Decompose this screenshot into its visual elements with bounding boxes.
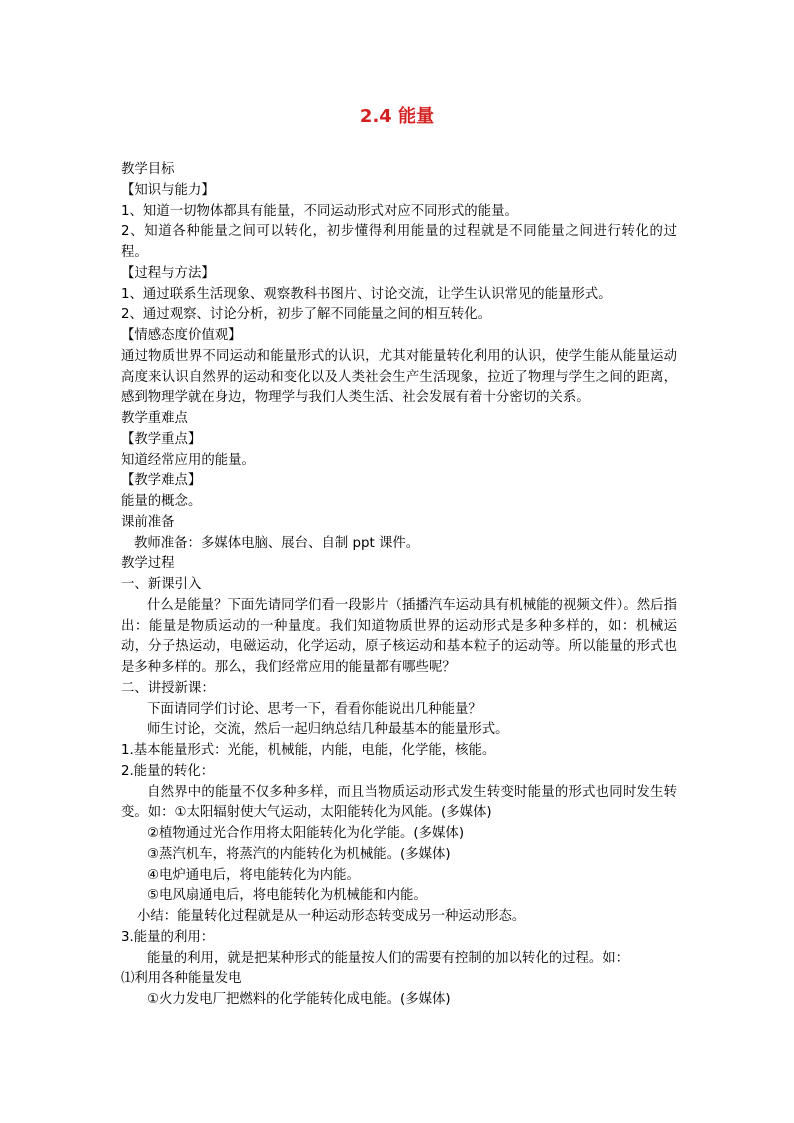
subheading-difficulty: 【教学难点】	[121, 473, 202, 489]
list-item: 3.能量的利用：	[121, 929, 215, 945]
paragraph: 教师准备：多媒体电脑、展台、自制 ppt 课件。	[134, 535, 420, 551]
paragraph: 2、知道各种能量之间可以转化，初步懂得利用能量的过程就是不同能量之间进行转化的过程。	[121, 224, 677, 260]
subheading-key: 【教学重点】	[121, 431, 202, 447]
section-new-lesson: 二、讲授新课：	[121, 680, 215, 696]
paragraph: 通过物质世界不同运动和能量形式的认识，尤其对能量转化利用的认识，使学生能从能量运动高度来认识自然界的运动和变化以及人类社会生产生活现象，拉近了物理与学生之间的距离，感到物理学就在身边，物理学与我们人类生活、社会发展有着十分密切的关系。	[121, 348, 677, 406]
paragraph: 什么是能量？下面先请同学们看一段影片（插播汽车运动具有机械能的视频文件）。然后指出：能量是物质运动的一种量度。我们知道物质世界的运动形式是多种多样的，如：机械运动，分子热运动，电磁运动，化学运动，原子核运动和基本粒子的运动等。所以能量的形式也是多种多样的。那么，我们经常应用的能量都有哪些呢？	[121, 597, 677, 675]
list-item: ②植物通过光合作用将太阳能转化为化学能。(多媒体)	[147, 826, 465, 841]
heading-process: 教学过程	[121, 556, 175, 572]
paragraph: 师生讨论，交流，然后一起归纳总结几种最基本的能量形式。	[147, 722, 509, 738]
subheading-process: 【过程与方法】	[121, 265, 215, 281]
list-item: ①火力发电厂把燃料的化学能转化成电能。(多媒体)	[147, 992, 451, 1007]
paragraph: 2、通过观察、讨论分析，初步了解不同能量之间的相互转化。	[121, 307, 492, 323]
list-item: ⑤电风扇通电后，将电能转化为机械能和内能。	[147, 888, 427, 904]
list-item: ④电炉通电后，将电能转化为内能。	[147, 867, 360, 883]
document-body	[121, 160, 677, 1011]
list-item: 2.能量的转化：	[121, 763, 215, 779]
heading-preparation: 课前准备	[121, 514, 175, 530]
list-item: 1.基本能量形式：光能，机械能，内能，电能，化学能，核能。	[121, 743, 496, 758]
page-title: 2.4 能量	[359, 106, 435, 127]
heading-teaching-goals: 教学目标	[121, 162, 175, 177]
paragraph: 1、知道一切物体都具有能量，不同运动形式对应不同形式的能量。	[121, 203, 518, 219]
paragraph: 下面请同学们讨论、思考一下，看看你能说出几种能量？	[147, 701, 482, 717]
list-item: ⑴利用各种能量发电	[121, 971, 242, 987]
section-intro: 一、新课引入	[121, 577, 202, 592]
paragraph: 能量的利用，就是把某种形式的能量按人们的需要有控制的加以转化的过程。如：	[147, 950, 630, 966]
subheading-emotion: 【情感态度价值观】	[121, 328, 242, 343]
list-item: ③蒸汽机车，将蒸汽的内能转化为机械能。(多媒体)	[147, 846, 451, 862]
subheading-knowledge: 【知识与能力】	[121, 182, 215, 198]
paragraph: 自然界中的能量不仅多种多样，而且当物质运动形式发生转变时能量的形式也同时发生转变。如：①太阳辐射使大气运动，太阳能转化为风能。(多媒体)	[121, 784, 677, 821]
heading-key-points: 教学重难点	[121, 411, 188, 426]
paragraph: 1、通过联系生活现象、观察教科书图片、讨论交流，让学生认识常见的能量形式。	[121, 286, 612, 302]
paragraph: 知道经常应用的能量。	[121, 452, 255, 468]
summary: 小结：能量转化过程就是从一种运动形态转变成另一种运动形态。	[137, 909, 526, 924]
paragraph: 能量的概念。	[121, 494, 202, 509]
